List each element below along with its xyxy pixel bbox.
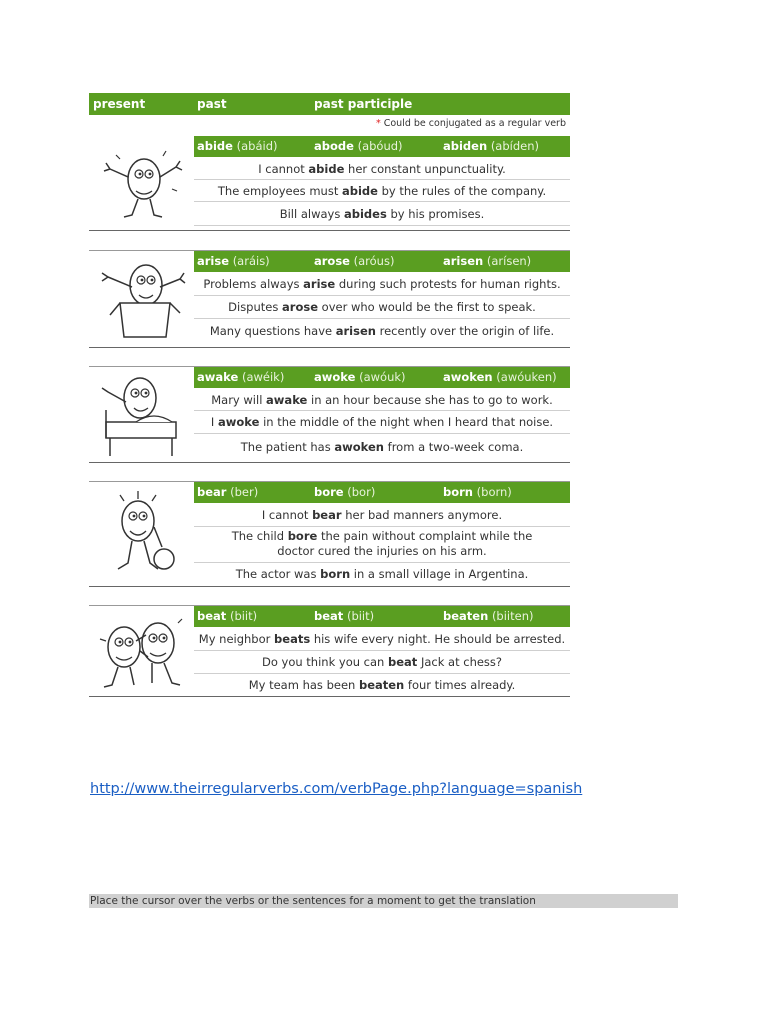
example-sentence[interactable] [194, 674, 570, 696]
verb-present[interactable] [197, 367, 284, 388]
example-sentence-text [236, 567, 529, 582]
example-sentence[interactable] [194, 411, 570, 433]
verb-present[interactable] [197, 136, 278, 157]
example-sentence-text [258, 162, 506, 177]
verb-present-pronunciation: (aráis) [232, 254, 270, 268]
row-separator [194, 201, 570, 202]
sentence-verb: bear [312, 507, 342, 522]
verb-past[interactable] [314, 136, 403, 157]
sentence-part: Mary will [211, 392, 267, 407]
sentence-part: I cannot [258, 161, 309, 176]
verb-forms-row [194, 606, 570, 627]
sentence-part: Problems always [203, 276, 304, 291]
verb-forms-row [194, 367, 570, 388]
sentence-part: his wife every night. He should be arrested. [310, 631, 566, 646]
verb-participle[interactable] [443, 367, 557, 388]
asterisk-marker: * [375, 118, 381, 129]
row-separator [194, 673, 570, 674]
sentence-part: Disputes [228, 299, 283, 314]
verb-past-word: abode [314, 139, 354, 153]
verb-present[interactable] [197, 251, 270, 272]
example-sentence[interactable] [194, 504, 570, 526]
frightened-character-illustration [89, 136, 193, 230]
verb-past-word: beat [314, 609, 344, 623]
verbs-website-link[interactable]: http://www.theirregularverbs.com/verbPage.php?language=spanish [90, 781, 583, 797]
example-sentence-text [228, 300, 536, 315]
verb-present-pronunciation: (abáid) [236, 139, 278, 153]
row-separator [194, 225, 570, 226]
verb-block-beat [89, 605, 570, 697]
verb-past-pronunciation: (abóud) [357, 139, 403, 153]
verb-forms-row [194, 482, 570, 503]
example-sentence-text [194, 529, 570, 559]
sentence-verb: abide [308, 161, 345, 176]
sentence-verb: born [320, 566, 351, 581]
verb-participle-word: born [443, 485, 473, 499]
two-characters-fighting-illustration [89, 606, 193, 696]
example-sentence-text [280, 207, 485, 222]
sentence-verb: abides [343, 206, 387, 221]
column-header-past-participle: past participle [314, 97, 413, 111]
verb-participle-pronunciation: (awóuken) [496, 370, 557, 384]
sentence-part: her bad manners anymore. [341, 507, 503, 522]
row-separator [194, 650, 570, 651]
verb-past[interactable] [314, 367, 406, 388]
row-separator [194, 562, 570, 563]
verb-present-word: arise [197, 254, 230, 268]
regular-verb-note-text: Could be conjugated as a regular verb [383, 118, 566, 129]
verb-past[interactable] [314, 251, 394, 272]
sentence-verb: beats [274, 631, 311, 646]
verb-participle-pronunciation: (arísen) [486, 254, 532, 268]
example-sentence-text [241, 440, 523, 455]
sentence-part: Bill always [279, 206, 344, 221]
sentence-part: in a small village in Argentina. [350, 566, 529, 581]
example-sentence[interactable] [194, 651, 570, 673]
example-sentence[interactable] [194, 273, 570, 295]
verb-present-pronunciation: (awéik) [241, 370, 285, 384]
sentence-part: by his promises. [386, 206, 485, 221]
sentence-part: the pain without complaint while the doctor cured the injuries on his arm. [277, 529, 533, 558]
sentence-part: her constant unpunctuality. [344, 161, 506, 176]
sentence-part: I cannot [261, 507, 313, 522]
verb-past-word: awoke [314, 370, 356, 384]
example-sentence[interactable] [194, 296, 570, 318]
verb-present-word: bear [197, 485, 227, 499]
table-header [89, 93, 570, 115]
row-separator [194, 318, 570, 319]
sentence-part: The child [231, 529, 288, 543]
example-sentence[interactable] [194, 158, 570, 180]
example-sentence-text [210, 324, 554, 339]
sentence-part: Jack at chess? [417, 654, 503, 669]
sentence-verb: arisen [335, 323, 376, 338]
verb-present-word: awake [197, 370, 239, 384]
column-header-present: present [93, 97, 146, 111]
row-separator [194, 433, 570, 434]
example-sentence-text [262, 655, 502, 670]
verb-past-word: bore [314, 485, 344, 499]
sentence-part: recently over the origin of life. [375, 323, 555, 338]
sentence-verb: beaten [358, 677, 405, 692]
verb-present-pronunciation: (ber) [230, 485, 259, 499]
sentence-part: during such protests for human rights. [335, 276, 561, 291]
row-separator [194, 179, 570, 180]
sentence-verb: arose [282, 299, 318, 314]
sentence-verb: arise [303, 276, 336, 291]
verb-participle[interactable] [443, 482, 512, 503]
example-sentence[interactable] [194, 628, 570, 650]
example-sentence[interactable] [194, 563, 570, 585]
example-sentence[interactable] [194, 319, 570, 343]
verb-participle-word: abiden [443, 139, 488, 153]
verb-participle-pronunciation: (biiten) [491, 609, 534, 623]
verb-past-pronunciation: (bor) [347, 485, 376, 499]
verb-participle[interactable] [443, 136, 539, 157]
sentence-part: four times already. [404, 677, 516, 692]
sentence-part: My team has been [248, 677, 359, 692]
verb-block-abide [89, 136, 570, 231]
character-in-box-illustration [89, 251, 193, 347]
sentence-verb: awoke [217, 414, 260, 429]
verb-participle-pronunciation: (abíden) [490, 139, 539, 153]
example-sentence[interactable] [194, 435, 570, 459]
example-sentence-text [199, 632, 565, 647]
verb-present-word: beat [197, 609, 227, 623]
verb-block-bear [89, 481, 570, 587]
translation-hint-bar: Place the cursor over the verbs or the sentences for a moment to get the translation [89, 894, 678, 908]
example-sentence[interactable] [194, 527, 570, 561]
sentence-part: over who would be the first to speak. [318, 299, 536, 314]
sentence-part: Do you think you can [261, 654, 388, 669]
verb-participle-pronunciation: (born) [476, 485, 512, 499]
example-sentence-text [262, 508, 502, 523]
verb-block-awake [89, 366, 570, 463]
sentence-part: from a two-week coma. [384, 439, 524, 454]
sentence-verb: bore [287, 529, 318, 543]
verb-participle-word: arisen [443, 254, 484, 268]
verb-participle-word: beaten [443, 609, 489, 623]
sentence-part: The actor was [235, 566, 321, 581]
verb-present-pronunciation: (biit) [229, 609, 258, 623]
verb-past[interactable] [314, 606, 374, 627]
row-separator [194, 295, 570, 296]
sentence-part: Many questions have [209, 323, 336, 338]
example-sentence-text [249, 678, 516, 693]
example-sentence[interactable] [194, 203, 570, 225]
verb-block-arise [89, 250, 570, 348]
sentence-part: The patient has [240, 439, 335, 454]
example-sentence-text [211, 415, 553, 430]
example-sentence[interactable] [194, 389, 570, 411]
character-waking-in-bed-illustration [89, 367, 193, 462]
verb-forms-row [194, 251, 570, 272]
verb-participle[interactable] [443, 606, 533, 627]
sentence-part: I [210, 414, 218, 429]
sentence-part: The employees must [217, 183, 342, 198]
verb-past[interactable] [314, 482, 375, 503]
verb-past-pronunciation: (biit) [346, 609, 375, 623]
character-with-ball-and-chain-illustration [89, 482, 193, 586]
sentence-part: My neighbor [198, 631, 275, 646]
sentence-verb: awoken [334, 439, 384, 454]
verb-present[interactable] [197, 606, 257, 627]
sentence-verb: beat [388, 654, 418, 669]
sentence-part: by the rules of the company. [377, 183, 547, 198]
row-separator [194, 410, 570, 411]
example-sentence-text [211, 393, 553, 408]
verb-participle-word: awoken [443, 370, 493, 384]
verb-participle[interactable] [443, 251, 531, 272]
verb-past-word: arose [314, 254, 350, 268]
verb-forms-row [194, 136, 570, 157]
example-sentence-text [218, 184, 546, 199]
row-separator [194, 526, 570, 527]
example-sentence[interactable] [194, 180, 570, 202]
sentence-verb: awake [266, 392, 308, 407]
verb-past-pronunciation: (aróus) [353, 254, 395, 268]
verb-present[interactable] [197, 482, 258, 503]
regular-verb-note [89, 115, 566, 133]
sentence-verb: abide [341, 183, 378, 198]
sentence-part: in the middle of the night when I heard that noise. [259, 414, 554, 429]
verb-present-word: abide [197, 139, 233, 153]
verb-past-pronunciation: (awóuk) [359, 370, 406, 384]
column-header-past: past [197, 97, 227, 111]
sentence-part: in an hour because she has to go to work. [307, 392, 553, 407]
example-sentence-text [203, 277, 560, 292]
